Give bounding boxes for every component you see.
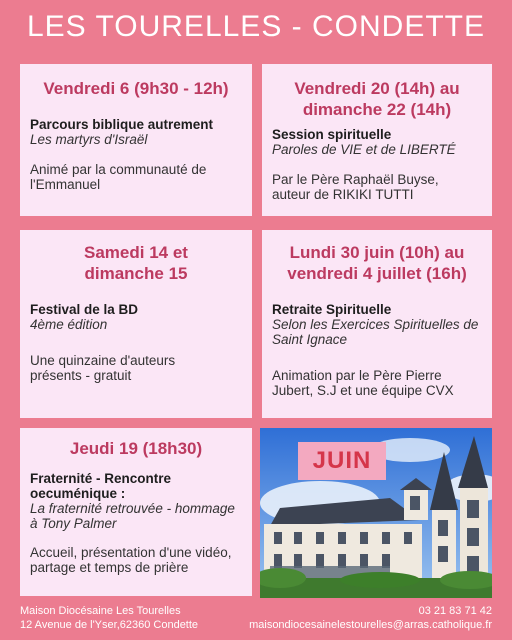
event-date: Samedi 14 et dimanche 15 <box>84 243 188 283</box>
event-description: Par le Père Raphaël Buyse, auteur de RIKIKI TUTTI <box>272 172 439 202</box>
event-card-3 <box>20 230 252 418</box>
event-subtitle: La fraternité retrouvée - hommage à Tony Palmer <box>30 501 235 531</box>
event-title: Parcours biblique autrement <box>30 117 214 132</box>
event-subtitle: Selon les Exercices Spirituelles de Saint Ignace <box>272 317 479 347</box>
event-date: Jeudi 19 (18h30) <box>69 439 203 458</box>
event-card-2 <box>262 64 492 216</box>
event-title: Session spirituelle <box>272 127 392 142</box>
event-description: Accueil, présentation d'une vidéo, partage et temps de prière <box>30 545 232 575</box>
email: maisondiocesainelestourelles@arras.catholique.fr <box>249 619 492 631</box>
event-date: Vendredi 6 (9h30 - 12h) <box>43 79 229 98</box>
event-date: Vendredi 20 (14h) au dimanche 22 (14h) <box>294 79 460 119</box>
event-subtitle: 4ème édition <box>30 317 108 332</box>
page-title: LES TOURELLES - CONDETTE <box>26 10 485 43</box>
organization-name: Maison Diocésaine Les Tourelles <box>20 605 181 617</box>
month-label: JUIN <box>298 442 386 480</box>
address: 12 Avenue de l'Yser,62360 Condette <box>20 619 199 631</box>
event-subtitle: Les martyrs d'Israël <box>30 132 148 147</box>
event-description: Animé par la communauté de l'Emmanuel <box>30 162 207 192</box>
event-description: Une quinzaine d'auteurs présents - gratuit <box>30 353 176 383</box>
event-description: Animation par le Père Pierre Jubert, S.J et une équipe CVX <box>272 368 454 398</box>
event-subtitle: Paroles de VIE et de LIBERTÉ <box>272 142 456 157</box>
event-card-5 <box>20 428 252 596</box>
event-title: Festival de la BD <box>30 302 139 317</box>
house-photo <box>260 428 492 598</box>
event-date: Lundi 30 juin (10h) au vendredi 4 juillet (16h) <box>287 243 467 283</box>
event-title: Retraite Spirituelle <box>272 302 392 317</box>
phone: 03 21 83 71 42 <box>418 605 492 617</box>
event-card-4 <box>262 230 492 418</box>
event-card-1 <box>20 64 252 216</box>
event-title: Fraternité - Rencontre oecuménique : <box>30 471 172 501</box>
